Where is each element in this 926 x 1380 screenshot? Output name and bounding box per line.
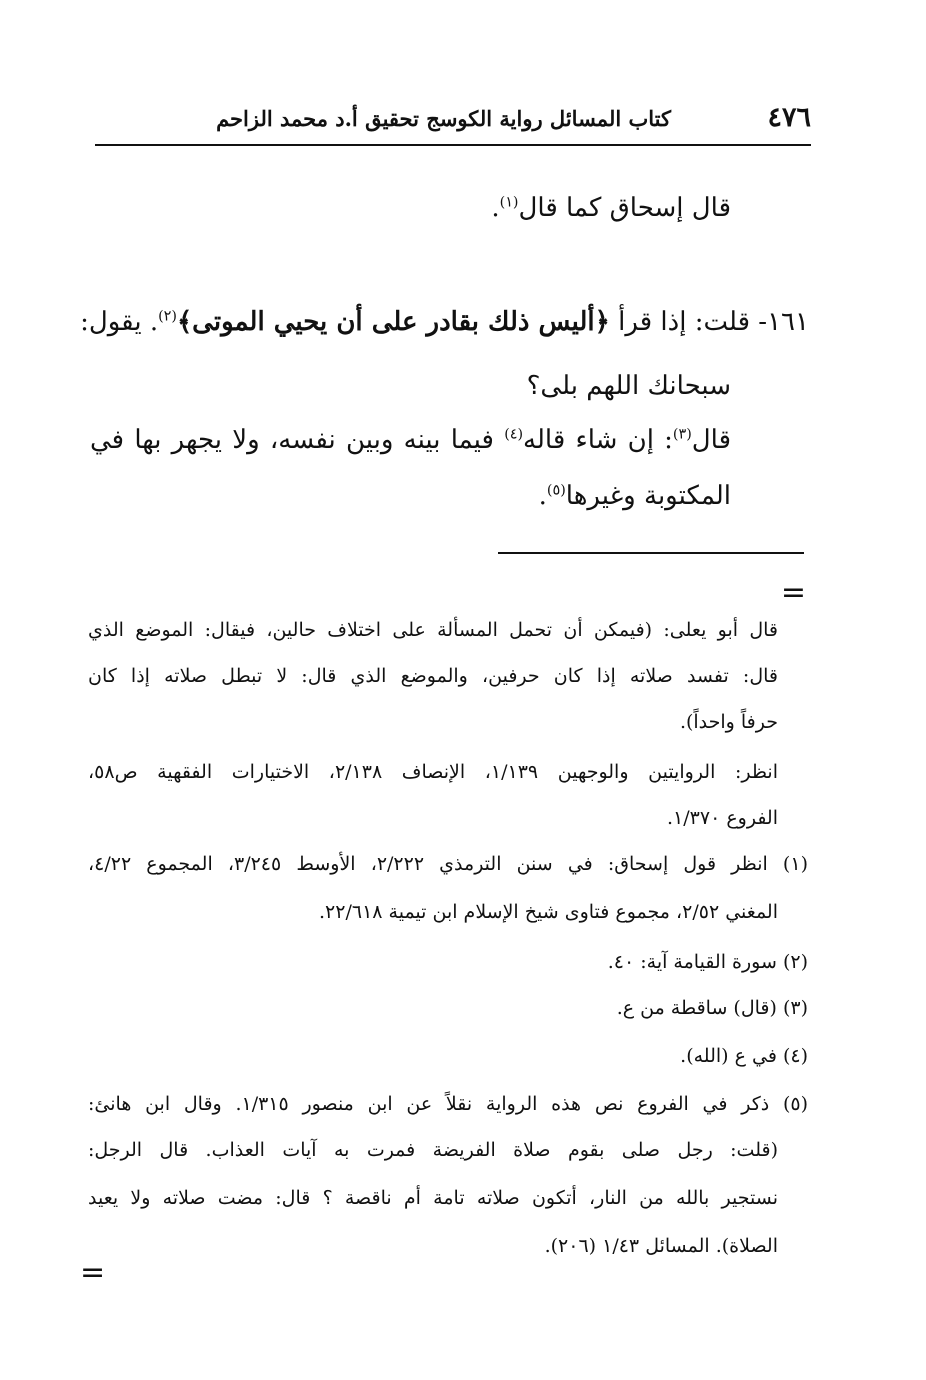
footnote-continuation-line: الفروع ١/٣٧٠. [667, 807, 778, 829]
masala-161-line-3: قال$^{(٣)}$: إن شاء قاله$^{(٤)}$ فيما بينه وبين نفسه، ولا يجهر بها في [90, 425, 732, 455]
footnote-4: (٤) في ع (الله). [680, 1045, 808, 1067]
footnote-3: (٣) (قال) ساقطة من ع. [616, 997, 808, 1019]
masala-161-line-4: المكتوبة وغيرها$^{(٥)}$. [538, 481, 731, 511]
footnote-ref-1[interactable]: (١) [499, 194, 519, 211]
masala-number: ١٦١- [758, 307, 809, 337]
footnote-5: (٥) ذكر في الفروع نص هذه الرواية نقلاً عن ابن منصور ١/٣١٥. وقال ابن هانئ: [88, 1093, 809, 1115]
text-line-1: قال إسحاق كما قال$^{(١)}$. [491, 193, 731, 223]
footnote-1-continued: المغني ٢/٥٢، مجموع فتاوى شيخ الإسلام ابن تيمية ٢٢/٦١٨. [319, 901, 778, 923]
footnote-2: (٢) سورة القيامة آية: ٤٠. [607, 951, 808, 973]
footnote-continuation-line: قال أبو يعلى: (فيمكن أن تحمل المسألة على اختلاف حالين، فيقال: الموضع الذي [88, 619, 778, 641]
continuation-mark: = [780, 575, 806, 610]
footnote-ref-2[interactable]: (٢) [158, 308, 177, 325]
footnote-ref-5[interactable]: (٥) [546, 482, 566, 499]
footnote-separator [498, 552, 804, 554]
quran-verse: ﴿أليس ذلك بقادر على أن يحيي الموتى﴾ [176, 307, 610, 337]
masala-161-line-1: ١٦١- قلت: إذا قرأ ﴿أليس ذلك بقادر على أن يحيي الموتى﴾$^{(٢)}$. يقول: [80, 307, 809, 337]
continues-next-page-mark: = [80, 1255, 106, 1290]
footnote-ref-3[interactable]: (٣) [672, 426, 692, 443]
footnote-ref-4[interactable]: (٤) [504, 426, 524, 443]
masala-161-line-2: سبحانك اللهم بلى؟ [526, 371, 731, 401]
footnote-1: (١) انظر قول إسحاق: في سنن الترمذي ٢/٢٢٢، الأوسط ٣/٢٤٥، المجموع ٤/٢٢، [88, 853, 808, 875]
footnote-continuation-line: انظر: الروايتين والوجهين ١/١٣٩، الإنصاف ٢/١٣٨، الاختيارات الفقهية ص٥٨، [88, 761, 779, 783]
footnote-5-continued: الصلاة). المسائل ١/٤٣ (٢٠٦). [544, 1235, 778, 1257]
footnote-5-continued: نستجير بالله من النار، أتكون صلاته تامة أم ناقصة ؟ قال: مضت صلاته ولا يعيد [88, 1187, 778, 1209]
page-header [95, 100, 811, 146]
footnote-5-continued: (قلت: رجل صلى بقوم صلاة الفريضة فمرت به آيات العذاب. قال الرجل: [88, 1139, 778, 1161]
footnote-continuation-line: قال: تفسد صلاته إذا كان حرفين، والموضع الذي قال: لا تبطل صلاته إذا كان [88, 665, 778, 687]
footnote-continuation-line: حرفاً واحداً). [679, 711, 778, 733]
book-title: كتاب المسائل رواية الكوسج تحقيق أ.د محمد الزاحم [216, 106, 671, 131]
page-number: ٤٧٦ [767, 102, 811, 133]
